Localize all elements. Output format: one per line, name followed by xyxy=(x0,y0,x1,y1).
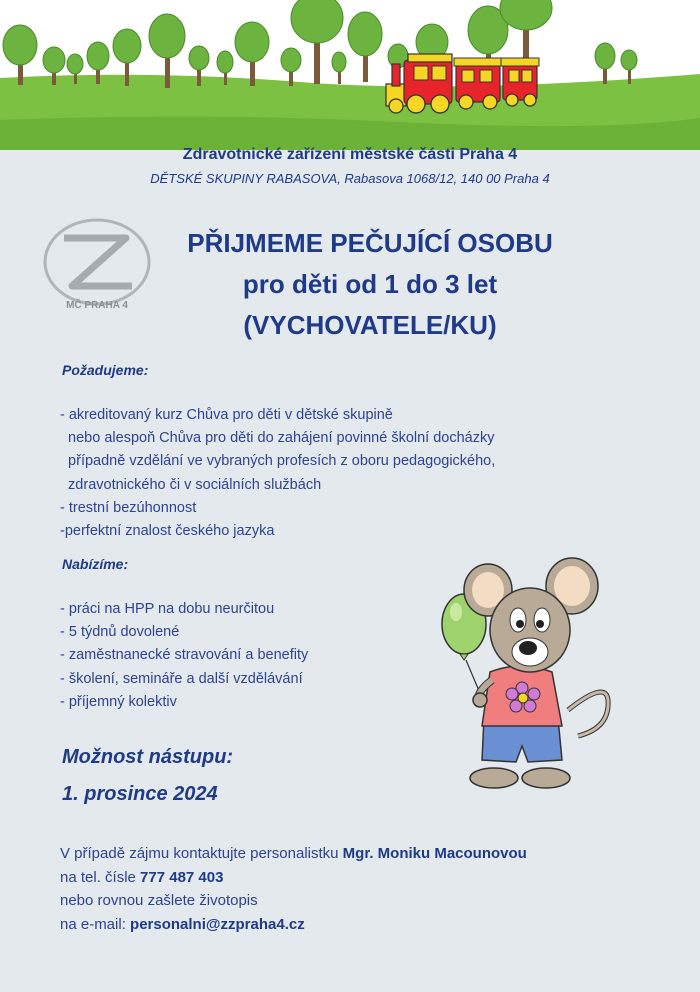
list-item: zdravotnického či v sociálních službách xyxy=(60,476,322,493)
mouse-with-balloon-icon xyxy=(438,550,618,792)
headline-line-2: pro děti od 1 do 3 let xyxy=(242,269,498,299)
organization-title: Zdravotnické zařízení městské části Praha 4 xyxy=(182,146,518,163)
list-item: - zaměstnanecké stravování a benefity xyxy=(60,647,309,664)
contact-person: Mgr. Moniku Macounovou xyxy=(342,845,527,862)
start-label: Možnost nástupu: xyxy=(62,746,234,768)
list-item: - trestní bezúhonnost xyxy=(60,499,197,516)
contact-line-4 xyxy=(60,913,527,937)
start-date: 1. prosince 2024 xyxy=(62,783,218,805)
list-item: - příjemný kolektiv xyxy=(60,693,177,710)
list-item: případně vzdělání ve vybraných profesích z oboru pedagogického, xyxy=(60,453,496,470)
list-item: - akreditovaný kurz Chůva pro děti v dětské skupině xyxy=(60,407,393,423)
list-item: - školení, semináře a další vzdělávání xyxy=(60,670,303,687)
list-item: - 5 týdnů dovolené xyxy=(60,624,180,641)
contact-text: V případě zájmu kontaktujte personalistku xyxy=(60,845,343,862)
list-item: - práci na HPP na dobu neurčitou xyxy=(60,601,275,617)
contact-text: na e-mail: xyxy=(60,915,131,933)
contact-line-1 xyxy=(60,842,527,866)
banner-illustration xyxy=(0,0,700,170)
contact-block xyxy=(60,842,527,936)
contact-email-link[interactable]: personalni@zzpraha4.cz xyxy=(130,915,305,933)
headline-line-1: PŘIJMEME PEČUJÍCÍ OSOBU xyxy=(187,228,553,258)
logo-text: MČ PRAHA 4 xyxy=(66,300,128,311)
requirements-label: Požadujeme: xyxy=(62,362,149,378)
list-item: -perfektní znalost českého jazyka xyxy=(60,523,275,540)
headline-line-3: (VYCHOVATELE/KU) xyxy=(243,310,497,340)
train-icon xyxy=(386,54,539,113)
requirements-list xyxy=(60,404,620,543)
contact-line-3: nebo rovnou zašlete životopis xyxy=(60,892,258,909)
contact-text: na tel. čísle xyxy=(60,868,141,886)
contact-line-2 xyxy=(60,866,527,890)
list-item: nebo alespoň Chůva pro děti do zahájení povinné školní docházky xyxy=(60,430,495,447)
contact-phone[interactable]: 777 487 403 xyxy=(140,868,224,886)
offer-label: Nabízíme: xyxy=(62,556,129,572)
organization-address: DĚTSKÉ SKUPINY RABASOVA, Rabasova 1068/12, 140 00 Praha 4 xyxy=(150,171,550,186)
